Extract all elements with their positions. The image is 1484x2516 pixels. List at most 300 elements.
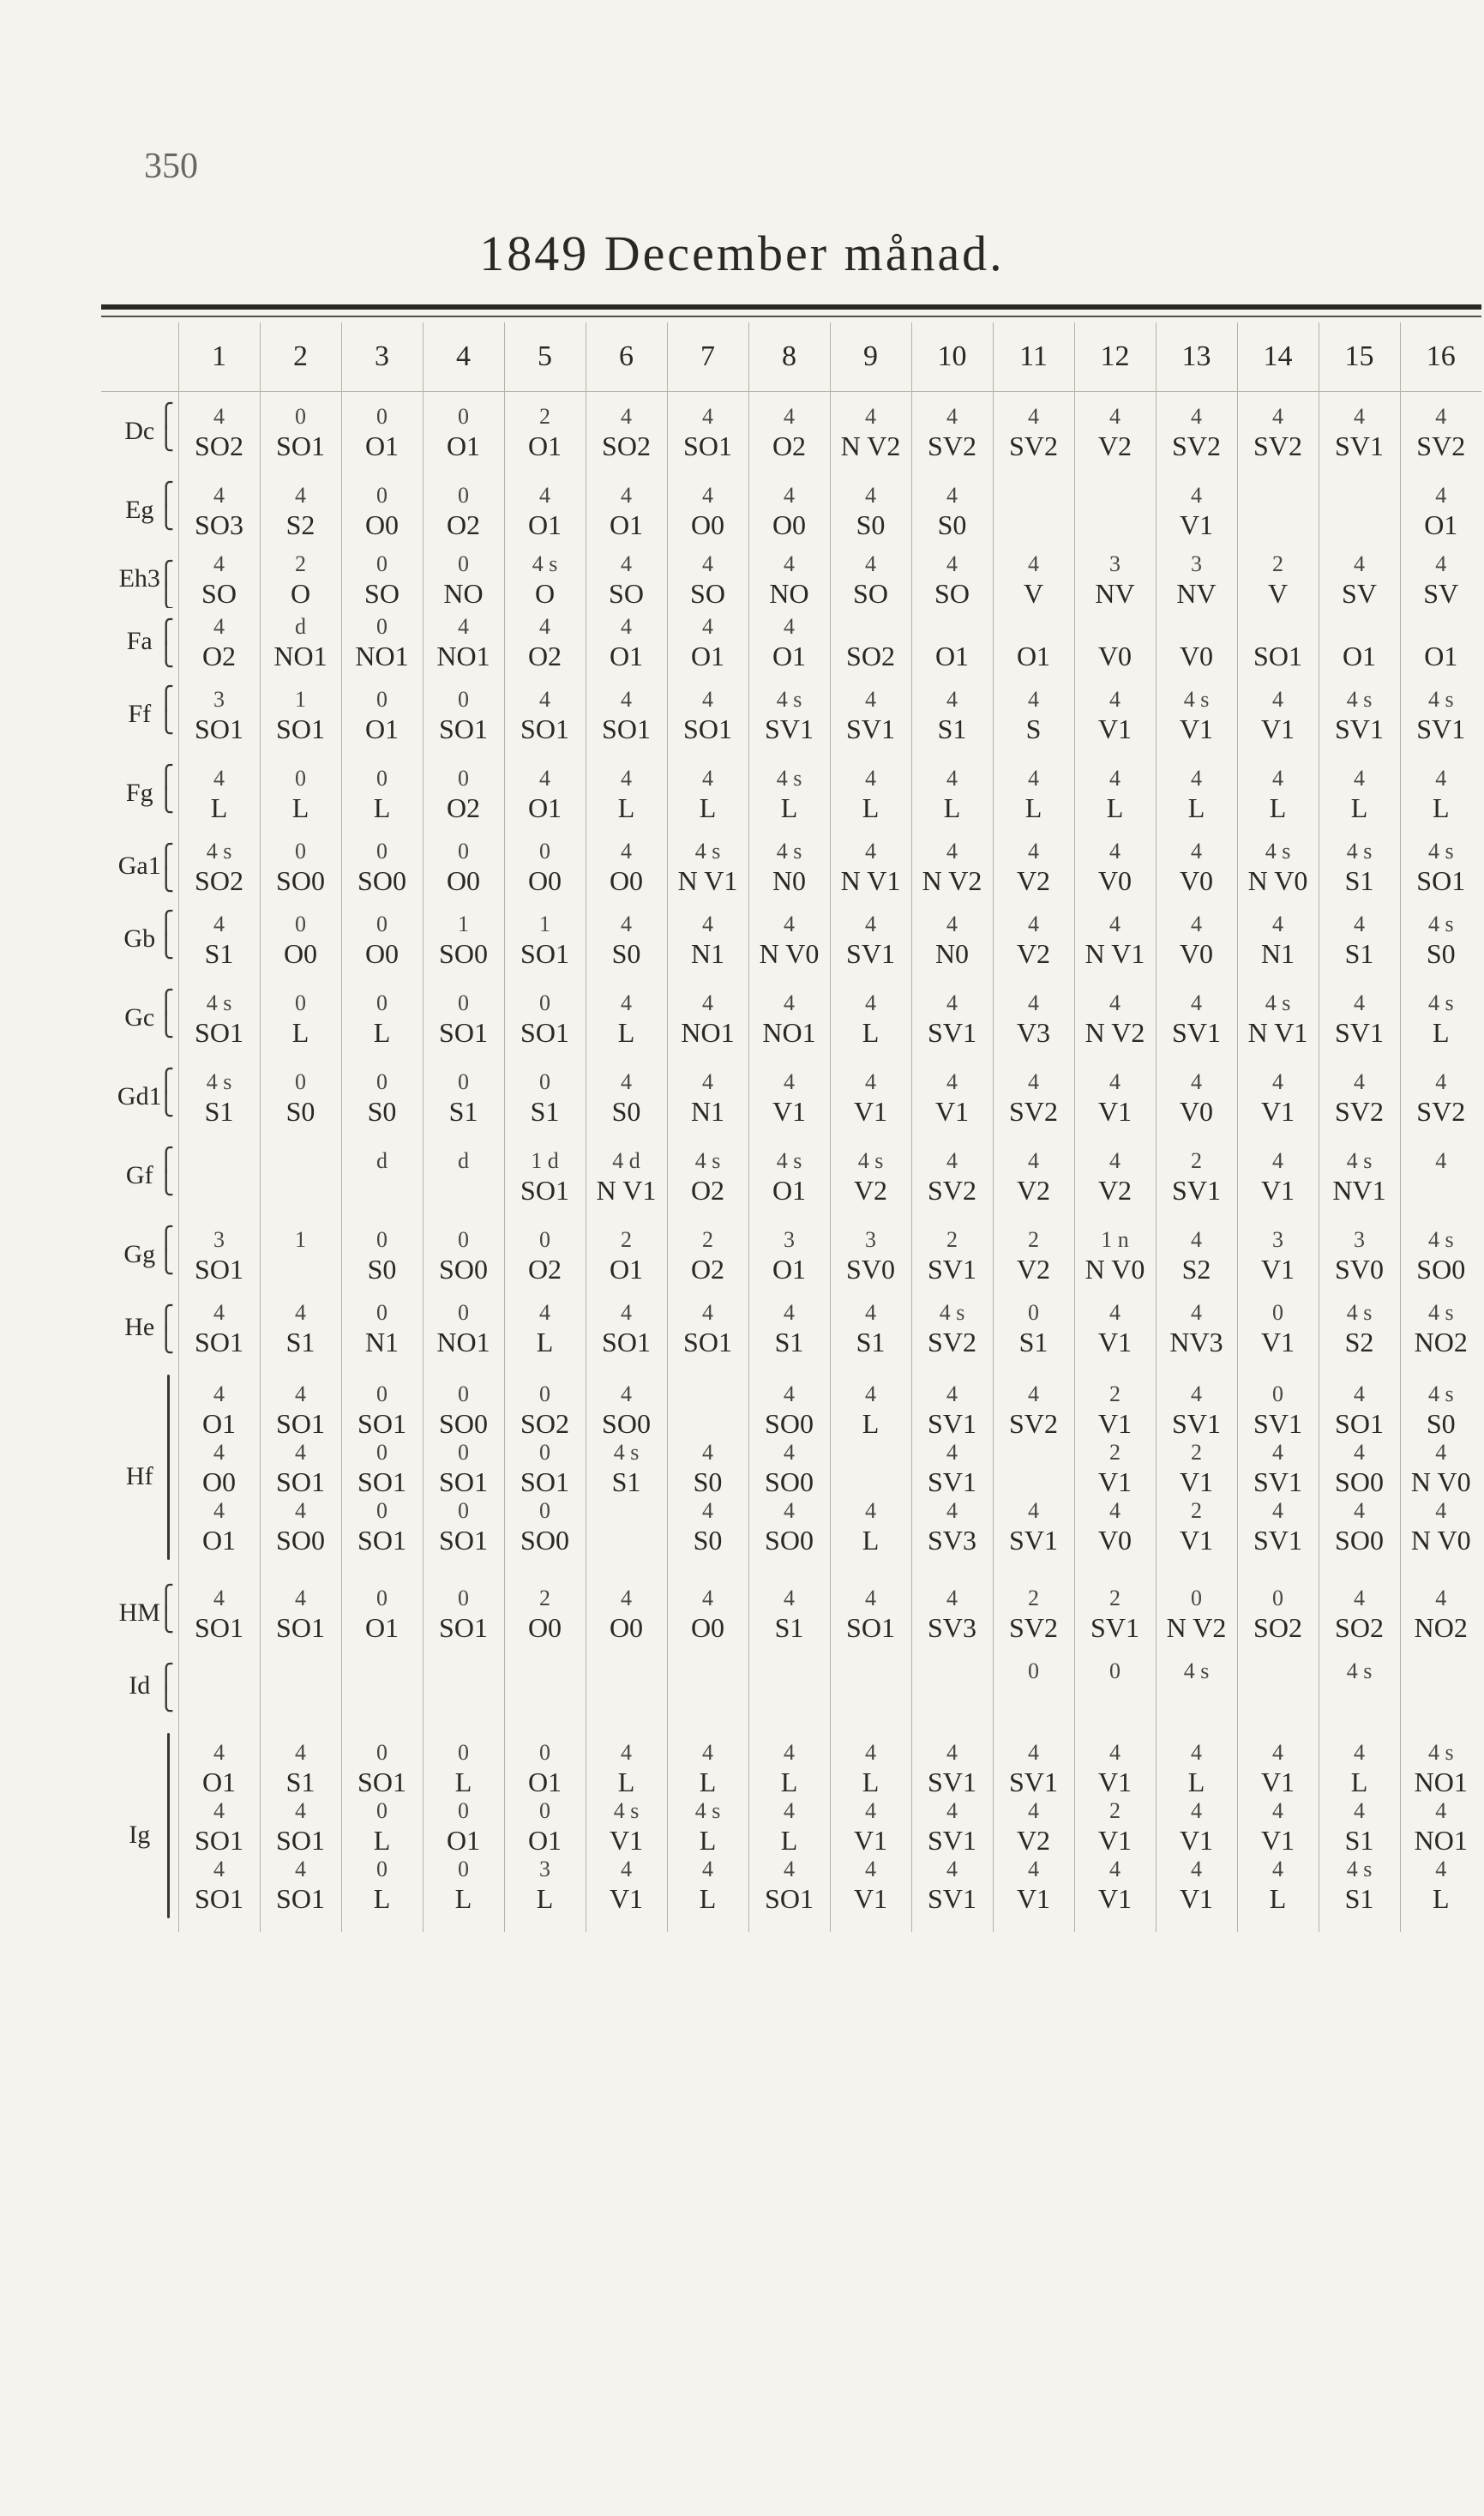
cloud-value: 0: [295, 404, 306, 429]
wind-value: [1319, 1686, 1400, 1715]
cloud-value: 4: [784, 1798, 795, 1823]
wind-value: V1: [1179, 1525, 1214, 1556]
cloud-value: 1: [295, 687, 306, 712]
observation-cell: [1156, 1361, 1237, 1438]
table-row: [101, 608, 1481, 675]
station-label: He: [124, 1313, 155, 1341]
cloud-value: 4: [702, 1498, 713, 1523]
wind-value: N V1: [840, 865, 901, 896]
cloud-value: 4: [865, 1069, 876, 1094]
cloud-value: 4: [1272, 687, 1283, 712]
cloud-value: 4 s: [1346, 1857, 1373, 1881]
cloud-value: 4: [865, 687, 876, 712]
cloud-value: 4: [946, 687, 958, 712]
cloud-value: 4: [946, 912, 958, 936]
observation-cell: [993, 754, 1074, 833]
observation-cell: [911, 608, 993, 675]
wind-value: SV1: [928, 1883, 976, 1914]
observation-cell: [748, 1057, 830, 1136]
wind-value: V2: [1097, 1175, 1133, 1206]
cloud-value: 4: [1272, 1857, 1283, 1881]
observation-cell: [993, 1855, 1074, 1932]
cloud-value: 4: [1191, 1300, 1202, 1325]
cloud-value: [912, 612, 993, 641]
observation-cell: [748, 754, 830, 833]
cloud-value: 0: [458, 687, 469, 712]
observation-cell: [341, 978, 423, 1057]
wind-value: SV1: [928, 1017, 976, 1048]
wind-value: [261, 1255, 341, 1284]
column-header: 4: [423, 322, 504, 392]
observation-cell: [1400, 754, 1481, 833]
column-header: 1: [178, 322, 260, 392]
cloud-value: [831, 612, 911, 641]
observation-cell: [423, 1438, 504, 1496]
wind-value: [994, 510, 1074, 539]
observation-cell: [993, 978, 1074, 1057]
cloud-value: 4 s: [776, 766, 802, 791]
wind-value: S1: [204, 938, 234, 969]
station-label: Gg: [123, 1240, 156, 1268]
wind-value: V1: [1260, 1096, 1295, 1127]
observation-cell: [911, 1855, 993, 1932]
cloud-value: [586, 1657, 667, 1686]
cloud-value: 0: [458, 551, 469, 576]
cloud-value: 4: [295, 1300, 306, 1325]
cloud-value: 3: [213, 1227, 225, 1252]
wind-value: S1: [285, 1327, 315, 1357]
wind-value: SV1: [928, 1825, 976, 1855]
wind-value: L: [1269, 792, 1287, 823]
observation-cell: [423, 1855, 504, 1932]
wind-value: V0: [1179, 938, 1214, 969]
cloud-value: 4: [1109, 1740, 1121, 1765]
cloud-value: 4: [539, 766, 550, 791]
observation-cell: [504, 1294, 586, 1361]
observation-cell: [586, 608, 667, 675]
observation-cell: [586, 471, 667, 550]
wind-value: S1: [448, 1096, 478, 1127]
wind-value: SV0: [1335, 1254, 1384, 1285]
wind-value: SO0: [439, 938, 488, 969]
wind-value: [1319, 510, 1400, 539]
wind-value: NO1: [1414, 1767, 1468, 1797]
observation-cell: [260, 1719, 341, 1797]
cloud-value: 2: [621, 1227, 632, 1252]
cloud-value: 4: [295, 1740, 306, 1765]
observation-cell: [1074, 1719, 1156, 1797]
observation-cell: [748, 1797, 830, 1855]
wind-value: L: [1350, 792, 1368, 823]
wind-value: L: [780, 1825, 798, 1855]
wind-value: NO1: [1414, 1825, 1468, 1855]
wind-value: SV1: [1335, 1017, 1384, 1048]
station-label-cell: [101, 471, 178, 550]
observation-cell: [178, 1855, 260, 1932]
cloud-value: 0: [376, 912, 388, 936]
wind-value: O0: [609, 1612, 644, 1643]
wind-value: V1: [609, 1825, 644, 1855]
observation-cell: [1400, 1855, 1481, 1932]
wind-value: [994, 1467, 1074, 1496]
wind-value: SO0: [439, 1408, 488, 1438]
observation-cell: [423, 1215, 504, 1294]
table-row: [101, 1574, 1481, 1652]
cloud-value: 3: [1191, 551, 1202, 576]
observation-cell: [667, 1574, 748, 1652]
observation-cell: [1400, 1719, 1481, 1797]
column-header: 8: [748, 322, 830, 392]
column-header: 16: [1400, 322, 1481, 392]
wind-value: [1075, 1686, 1156, 1715]
observation-cell: [667, 1057, 748, 1136]
wind-value: NO1: [762, 1017, 816, 1048]
wind-value: SV2: [1009, 430, 1058, 461]
cloud-value: 1: [539, 912, 550, 936]
wind-value: O1: [201, 1408, 237, 1438]
observation-cell: [667, 1855, 748, 1932]
cloud-value: 4: [1028, 1740, 1039, 1765]
wind-value: L: [1350, 1767, 1368, 1797]
observation-cell: [667, 900, 748, 978]
wind-value: SV2: [1335, 1096, 1384, 1127]
wind-value: SO1: [276, 430, 325, 461]
cloud-value: 0: [458, 1498, 469, 1523]
cloud-value: 4: [1109, 766, 1121, 791]
cloud-value: 4: [621, 1381, 632, 1406]
observation-cell: [1319, 1797, 1400, 1855]
observation-cell: [423, 392, 504, 472]
wind-value: SO1: [357, 1466, 406, 1496]
observation-cell: [1400, 1136, 1481, 1215]
cloud-value: 4: [621, 1740, 632, 1765]
observation-cell: [504, 1574, 586, 1652]
cloud-value: 0: [295, 1069, 306, 1094]
observation-cell: [748, 900, 830, 978]
observation-cell: [748, 550, 830, 608]
cloud-value: 4: [213, 1740, 225, 1765]
observation-cell: [1237, 833, 1319, 900]
wind-value: SO1: [439, 1525, 488, 1556]
column-header: 13: [1156, 322, 1237, 392]
cloud-value: 0: [458, 1381, 469, 1406]
cloud-value: 4: [1191, 912, 1202, 936]
observation-cell: [178, 392, 260, 472]
cloud-value: 0: [376, 1381, 388, 1406]
cloud-value: 3: [1109, 551, 1121, 576]
observation-cell: [1319, 608, 1400, 675]
observation-cell: [504, 675, 586, 754]
wind-value: V1: [1179, 1883, 1214, 1914]
station-label-cell: [101, 1294, 178, 1361]
wind-value: L: [862, 1525, 880, 1556]
wind-value: SO1: [195, 1825, 243, 1855]
wind-value: SO1: [439, 1612, 488, 1643]
wind-value: N V0: [1084, 1254, 1145, 1285]
wind-value: SO1: [195, 713, 243, 744]
cloud-value: 0: [539, 990, 550, 1015]
cloud-value: 4: [1435, 483, 1447, 508]
wind-value: O0: [364, 509, 400, 540]
observation-cell: [1237, 1797, 1319, 1855]
wind-value: O0: [690, 1612, 725, 1643]
wind-value: N V2: [1166, 1612, 1227, 1643]
observation-cell: [1237, 1215, 1319, 1294]
cloud-value: 0: [295, 839, 306, 864]
wind-value: NO1: [681, 1017, 735, 1048]
wind-value: NO1: [436, 1327, 490, 1357]
cloud-value: 4: [946, 1857, 958, 1881]
observation-cell: [1074, 1855, 1156, 1932]
cloud-value: 4: [1435, 766, 1447, 791]
station-label-cell: [101, 1215, 178, 1294]
table-row: [101, 1136, 1481, 1215]
observation-cell: [341, 1294, 423, 1361]
cloud-value: 4: [1354, 990, 1365, 1015]
cloud-value: 0: [1272, 1586, 1283, 1610]
observation-cell: [1156, 550, 1237, 608]
observation-cell: [260, 1797, 341, 1855]
observation-cell: [1156, 833, 1237, 900]
observation-cell: [1074, 1797, 1156, 1855]
table-row: [101, 1797, 1481, 1855]
wind-value: SO1: [276, 713, 325, 744]
observation-cell: [504, 1652, 586, 1719]
wind-value: O1: [364, 1612, 400, 1643]
cloud-value: [1238, 1657, 1319, 1686]
observation-cell: [178, 1361, 260, 1438]
cloud-value: 2: [702, 1227, 713, 1252]
table-row: [101, 675, 1481, 754]
cloud-value: 4: [946, 483, 958, 508]
wind-value: NV1: [1332, 1175, 1386, 1206]
station-label: Gb: [123, 924, 156, 953]
observation-cell: [178, 1719, 260, 1797]
observation-cell: [993, 675, 1074, 754]
cloud-value: 4: [702, 1740, 713, 1765]
observation-cell: [1319, 1215, 1400, 1294]
cloud-value: 4: [702, 1586, 713, 1610]
wind-value: V1: [1097, 1883, 1133, 1914]
cloud-value: 4: [1435, 551, 1447, 576]
observation-cell: [1156, 978, 1237, 1057]
wind-value: SO1: [357, 1767, 406, 1797]
wind-value: SV2: [928, 1175, 976, 1206]
observation-cell: [748, 1438, 830, 1496]
cloud-value: 4: [784, 404, 795, 429]
cloud-value: 0: [458, 1300, 469, 1325]
wind-value: N V0: [1410, 1525, 1471, 1556]
observation-cell: [911, 392, 993, 472]
cloud-value: 1 d: [531, 1148, 559, 1173]
observation-cell: [586, 675, 667, 754]
cloud-value: 4: [1354, 404, 1365, 429]
cloud-value: 0: [376, 1069, 388, 1094]
station-label-cell: [101, 1652, 178, 1719]
cloud-value: 2: [539, 1586, 550, 1610]
cloud-value: 4 s: [1183, 687, 1210, 712]
observation-cell: [341, 1496, 423, 1574]
cloud-value: 4: [1272, 1148, 1283, 1173]
cloud-value: 4 s: [1427, 1381, 1454, 1406]
station-label-cell: [101, 833, 178, 900]
wind-value: V1: [1179, 509, 1214, 540]
cloud-value: 4: [1435, 1857, 1447, 1881]
observation-cell: [586, 1855, 667, 1932]
observation-cell: [1074, 1361, 1156, 1438]
observation-cell: [1074, 608, 1156, 675]
cloud-value: 4: [946, 839, 958, 864]
cloud-value: [994, 481, 1074, 510]
wind-value: L: [536, 1883, 554, 1914]
cloud-value: 2: [539, 404, 550, 429]
cloud-value: 4 s: [1427, 1740, 1454, 1765]
table-row: [101, 1496, 1481, 1574]
cloud-value: 1 n: [1101, 1227, 1129, 1252]
observation-cell: [911, 471, 993, 550]
table-row: [101, 1294, 1481, 1361]
observation-cell: [178, 1652, 260, 1719]
wind-value: O1: [690, 641, 725, 671]
wind-value: SO0: [1335, 1525, 1384, 1556]
observation-cell: [830, 754, 911, 833]
observation-cell: [1400, 1361, 1481, 1438]
observation-cell: [260, 1574, 341, 1652]
cloud-value: 4: [1435, 1498, 1447, 1523]
wind-value: V1: [1097, 713, 1133, 744]
observation-cell: [1156, 392, 1237, 472]
observation-cell: [748, 978, 830, 1057]
cloud-value: [261, 1147, 341, 1176]
observation-cell: [748, 1294, 830, 1361]
observation-cell: [748, 1719, 830, 1797]
wind-value: S1: [774, 1327, 804, 1357]
observation-cell: [748, 1361, 830, 1438]
cloud-value: 4: [1354, 1069, 1365, 1094]
wind-value: SV2: [1009, 1612, 1058, 1643]
cloud-value: 0: [458, 483, 469, 508]
cloud-value: 4: [295, 1857, 306, 1881]
observation-cell: [667, 754, 748, 833]
observation-cell: [1237, 675, 1319, 754]
wind-value: [1401, 1176, 1482, 1205]
station-label-cell: [101, 1057, 178, 1136]
station-label: Eh3: [118, 564, 160, 593]
cloud-value: 4: [1354, 1498, 1365, 1523]
cloud-value: 4 s: [1427, 839, 1454, 864]
wind-value: S2: [1181, 1254, 1211, 1285]
observation-cell: [1319, 833, 1400, 900]
observation-cell: [1400, 675, 1481, 754]
wind-value: V2: [1016, 1825, 1051, 1855]
observation-cell: [830, 471, 911, 550]
cloud-value: 4: [865, 1300, 876, 1325]
wind-value: L: [291, 1017, 309, 1048]
wind-value: [261, 1176, 341, 1205]
observation-cell: [667, 392, 748, 472]
cloud-value: 0: [1028, 1300, 1039, 1325]
wind-value: S0: [693, 1466, 723, 1496]
cloud-value: [505, 1657, 586, 1686]
cloud-value: 4: [621, 551, 632, 576]
wind-value: SO1: [195, 1612, 243, 1643]
wind-value: V1: [1260, 1825, 1295, 1855]
cloud-value: 4 s: [532, 551, 558, 576]
cloud-value: 4 s: [613, 1798, 640, 1823]
wind-value: SO1: [276, 1825, 325, 1855]
observation-cell: [1237, 1136, 1319, 1215]
cloud-value: 4: [213, 1798, 225, 1823]
cloud-value: 2: [1109, 1440, 1121, 1465]
cloud-value: 4: [1435, 1148, 1447, 1173]
cloud-value: [1319, 612, 1400, 641]
cloud-value: 4: [1109, 1857, 1121, 1881]
observation-cell: [1156, 1719, 1237, 1797]
observation-cell: [423, 1797, 504, 1855]
observation-cell: [830, 1438, 911, 1496]
observation-cell: [911, 1496, 993, 1574]
wind-value: L: [699, 1767, 717, 1797]
cloud-value: 0: [376, 1300, 388, 1325]
observation-cell: [586, 900, 667, 978]
observation-cell: [178, 754, 260, 833]
observation-cell: [1156, 675, 1237, 754]
observation-cell: [341, 608, 423, 675]
wind-value: L: [780, 792, 798, 823]
wind-value: L: [699, 1825, 717, 1855]
cloud-value: 0: [458, 1069, 469, 1094]
observation-cell: [260, 675, 341, 754]
observation-cell: [423, 1361, 504, 1438]
wind-value: SO1: [1416, 865, 1466, 896]
observation-cell: [911, 550, 993, 608]
cloud-value: 4: [946, 1586, 958, 1610]
observation-cell: [178, 550, 260, 608]
wind-value: L: [1106, 792, 1124, 823]
wind-value: V2: [1016, 1254, 1051, 1285]
cloud-value: 4: [1354, 551, 1365, 576]
wind-value: V1: [1260, 713, 1295, 744]
observation-cell: [1156, 1797, 1237, 1855]
cloud-value: 4: [946, 1148, 958, 1173]
cloud-value: 4: [784, 614, 795, 639]
wind-value: V1: [1179, 713, 1214, 744]
wind-value: O2: [446, 792, 481, 823]
observation-cell: [1319, 1652, 1400, 1719]
cloud-value: 4: [1028, 1381, 1039, 1406]
wind-value: O1: [609, 1254, 644, 1285]
cloud-value: 4: [1028, 1798, 1039, 1823]
wind-value: V2: [1016, 1175, 1051, 1206]
cloud-value: 0: [458, 990, 469, 1015]
cloud-value: 0: [539, 1740, 550, 1765]
observation-cell: [830, 1496, 911, 1574]
wind-value: L: [373, 1017, 391, 1048]
wind-value: S1: [1344, 938, 1374, 969]
observation-cell: [504, 1361, 586, 1438]
station-label: Fa: [126, 627, 153, 655]
observation-cell: [260, 1136, 341, 1215]
observation-cell: [1074, 833, 1156, 900]
wind-value: SV3: [928, 1612, 976, 1643]
observation-cell: [341, 392, 423, 472]
cloud-value: 4: [213, 1381, 225, 1406]
observation-cell: [178, 900, 260, 978]
cloud-value: 2: [946, 1227, 958, 1252]
cloud-value: [586, 1496, 667, 1526]
cloud-value: 0: [1028, 1658, 1039, 1683]
observation-cell: [341, 1797, 423, 1855]
